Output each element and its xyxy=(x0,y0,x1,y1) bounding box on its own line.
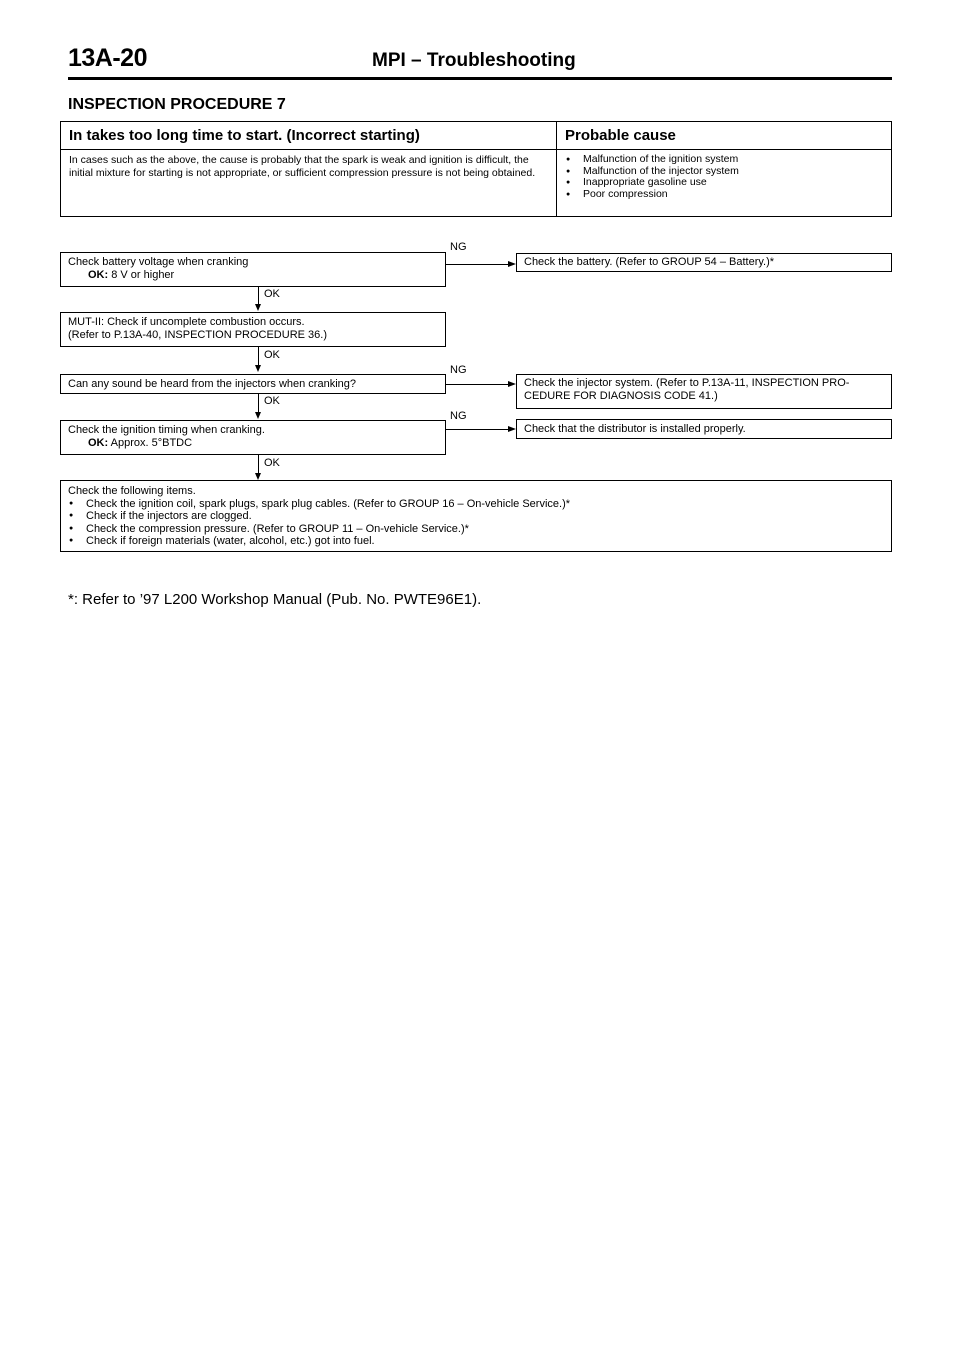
ok-label: OK xyxy=(264,288,280,300)
ng-connector xyxy=(446,429,508,430)
footnote: *: Refer to ’97 L200 Workshop Manual (Pub. No. PWTE96E1). xyxy=(68,591,482,608)
action-check-battery xyxy=(516,253,892,272)
final-item: ● Check the compression pressure. (Refer to GROUP 11 – On-vehicle Service.)* xyxy=(68,523,884,536)
final-check-items xyxy=(60,480,892,552)
ng-label: NG xyxy=(450,364,467,376)
step-mut-line1: MUT-II: Check if uncomplete combustion occurs. xyxy=(68,316,305,328)
cause-heading: Probable cause xyxy=(557,122,891,150)
step-injector-sound xyxy=(60,374,446,394)
action-check-injector-line2: CEDURE FOR DIAGNOSIS CODE 41.) xyxy=(524,389,718,402)
cause-item: ● Poor compression xyxy=(565,189,883,201)
ok-label: OK xyxy=(264,349,280,361)
action-check-distributor-text: Check that the distributor is installed properly. xyxy=(524,423,746,435)
header-rule xyxy=(68,77,892,80)
ok-arrow xyxy=(255,304,261,311)
step-ignition-ok-criteria xyxy=(68,437,438,450)
ok-arrow xyxy=(255,365,261,372)
ok-arrow xyxy=(255,473,261,480)
ng-label: NG xyxy=(450,410,467,422)
action-check-injector xyxy=(516,374,892,409)
page-number: 13A-20 xyxy=(68,44,147,72)
step-mut-check xyxy=(60,312,446,347)
ng-connector xyxy=(446,264,508,265)
ok-label: OK: xyxy=(88,268,109,281)
page-title: MPI – Troubleshooting xyxy=(372,50,576,71)
final-list xyxy=(68,498,884,548)
step-ignition-text: Check the ignition timing when cranking. xyxy=(68,424,265,436)
ok-label: OK xyxy=(264,395,280,407)
symptom-column xyxy=(61,122,557,216)
step-battery-ok-criteria xyxy=(68,269,438,282)
step-injector-text: Can any sound be heard from the injectors when cranking? xyxy=(68,378,357,390)
ok-connector xyxy=(258,394,259,414)
ok-arrow xyxy=(255,412,261,419)
symptom-text: In cases such as the above, the cause is probably that the spark is weak and ignition is difficult, the initial mixture for starting is not appropriate, or sufficient compression pressure is not being obtained. xyxy=(69,154,536,179)
ng-label: NG xyxy=(450,241,467,253)
final-heading: Check the following items. xyxy=(68,485,196,497)
ng-connector xyxy=(446,384,508,385)
action-check-battery-text: Check the battery. (Refer to GROUP 54 – Battery.)* xyxy=(524,256,775,268)
ng-arrow xyxy=(508,381,516,387)
cause-item: ● Inappropriate gasoline use xyxy=(565,177,883,189)
ok-value: Approx. 5°BTDC xyxy=(110,436,193,449)
ng-arrow xyxy=(508,261,516,267)
cause-item: ● Malfunction of the injector system xyxy=(565,166,883,178)
step-battery-voltage xyxy=(60,252,446,287)
ok-label: OK xyxy=(264,457,280,469)
action-check-injector-line1: Check the injector system. (Refer to P.13A-11, INSPECTION PRO- xyxy=(524,377,850,389)
final-item: ● Check the ignition coil, spark plugs, spark plug cables. (Refer to GROUP 16 – On-vehicle Service.)* xyxy=(68,498,884,511)
action-check-distributor xyxy=(516,419,892,439)
step-mut-line2: (Refer to P.13A-40, INSPECTION PROCEDURE 36.) xyxy=(68,328,327,341)
final-item: ● Check if foreign materials (water, alcohol, etc.) got into fuel. xyxy=(68,535,884,548)
symptom-heading: In takes too long time to start. (Incorrect starting) xyxy=(61,122,556,150)
cause-column xyxy=(557,122,891,216)
ng-arrow xyxy=(508,426,516,432)
summary-table xyxy=(60,121,892,217)
cause-item: ● Malfunction of the ignition system xyxy=(565,154,883,166)
final-item: ● Check if the injectors are clogged. xyxy=(68,510,884,523)
cause-list xyxy=(557,150,891,200)
procedure-title: INSPECTION PROCEDURE 7 xyxy=(68,96,286,113)
ok-label: OK: xyxy=(88,436,109,449)
ok-value: 8 V or higher xyxy=(111,268,175,281)
step-ignition-timing xyxy=(60,420,446,455)
step-battery-text: Check battery voltage when cranking xyxy=(68,256,249,268)
